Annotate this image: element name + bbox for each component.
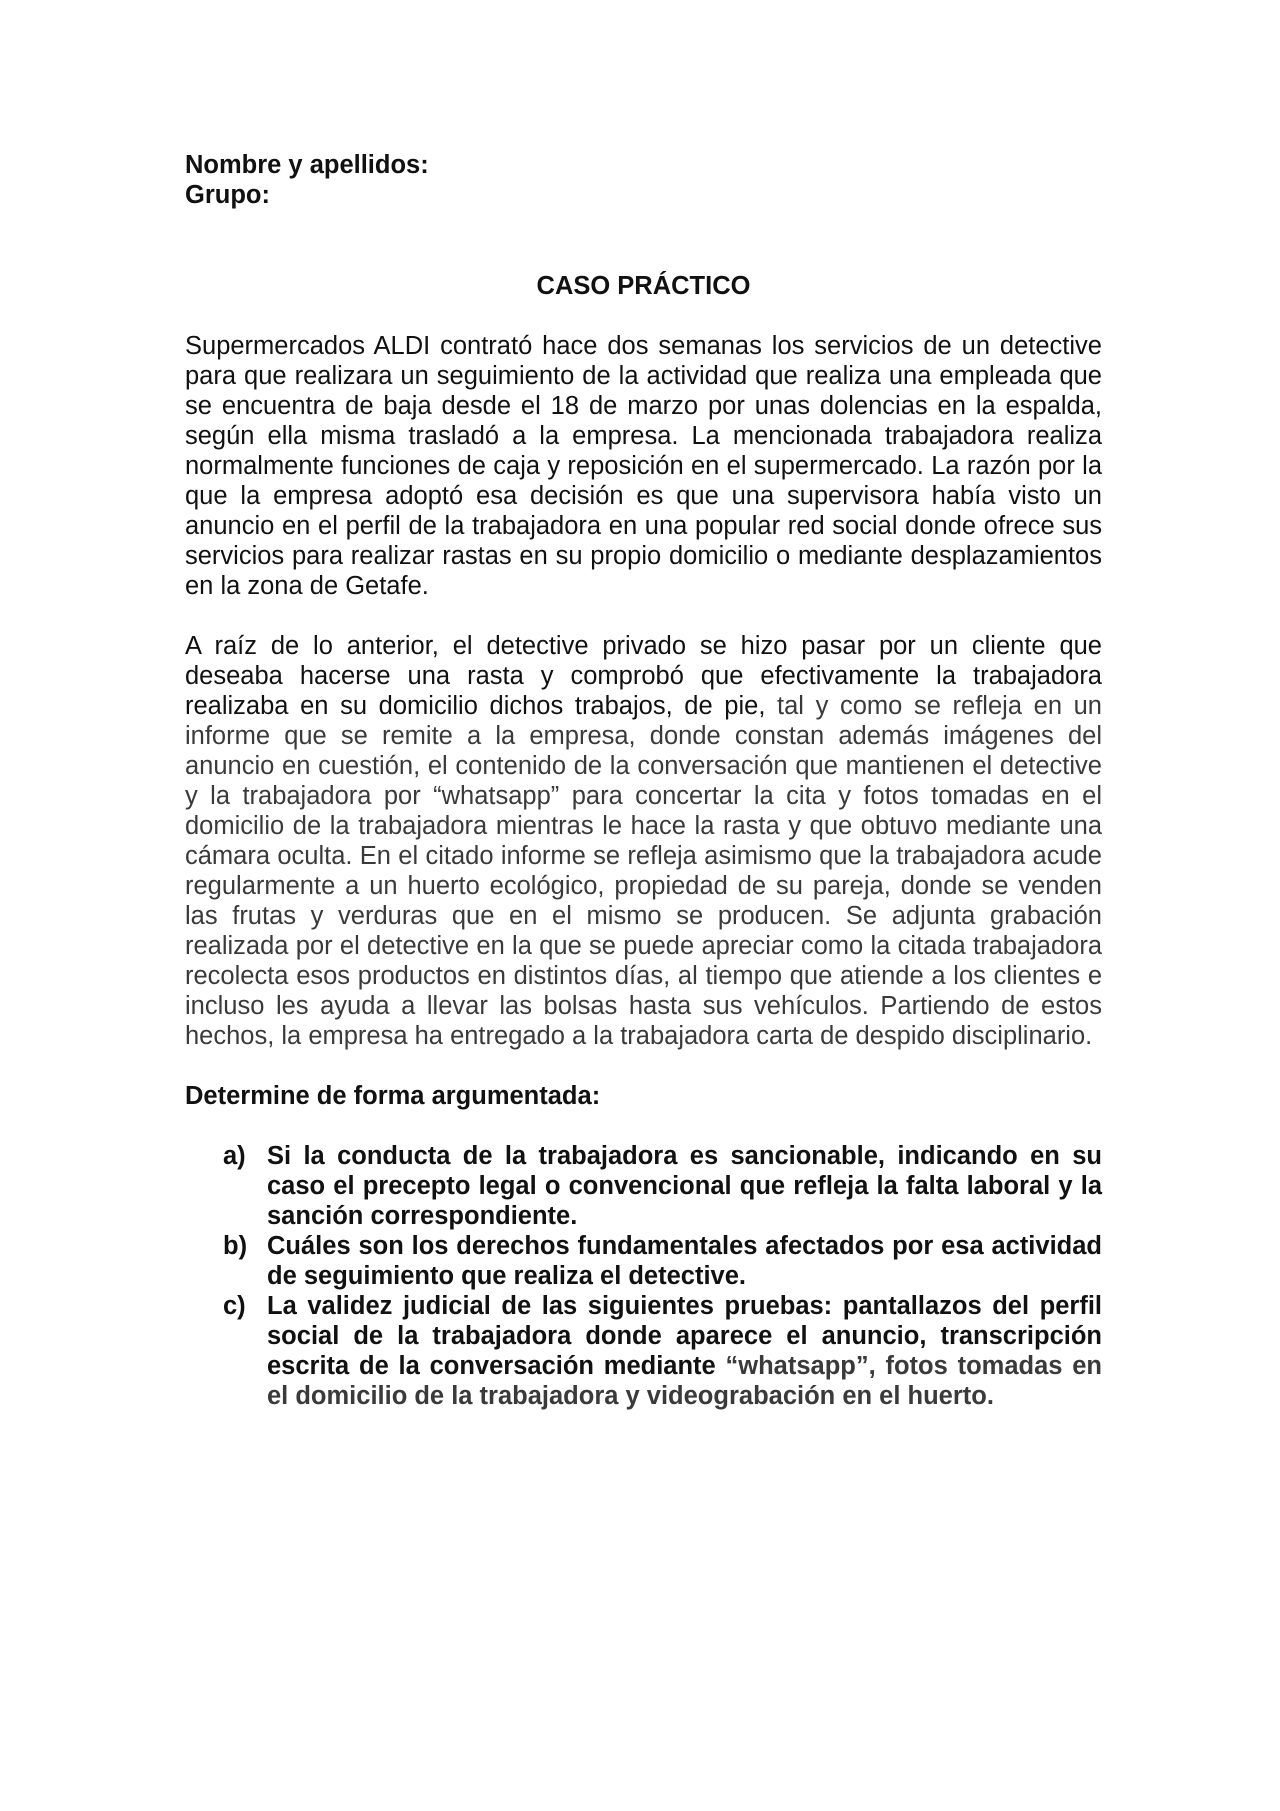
case-paragraph-1: Supermercados ALDI contrató hace dos semanas los servicios de un detective para que realizara un seguimiento de la actividad que realiza una empleada que se encuentra de baja desde el 18 de marzo por unas dolencias en la espalda, según ella misma trasladó a la empresa. La mencionada trabajadora realiza normalmente funciones de caja y reposición en el supermercado. La razón por la que la empresa adoptó esa decisión es que una supervisora había visto un anuncio en el perfil de la trabajadora en una popular red social donde ofrece sus servicios para realizar rastas en su propio domicilio o mediante desplazamientos en la zona de Getafe.	[185, 332, 1102, 600]
group-label: Grupo:	[185, 181, 270, 209]
question-marker: a)	[223, 1142, 246, 1170]
case-paragraph-2	[185, 631, 1102, 1051]
question-text-part-2: “whatsapp”, fotos tomadas en el domicilio de la trabajadora y videograbación en el huerto.	[267, 1352, 1102, 1410]
document-page	[185, 150, 1102, 1411]
page-title: CASO PRÁCTICO	[536, 272, 751, 300]
case-paragraph-2-part-2: tal y como se refleja en un informe que se remite a la empresa, donde constan además imágenes del anuncio en cuestión, el contenido de la conversación que mantienen el detective y la trabajadora por “whatsapp” para concertar la cita y fotos tomadas en el domicilio de la trabajadora mientras le hace la rasta y que obtuvo mediante una cámara oculta. En el citado informe se refleja asimismo que la trabajadora acude regularmente a un huerto ecológico, propiedad de su pareja, donde se venden las frutas y verduras que en el mismo se producen. Se adjunta grabación realizada por el detective en la que se puede apreciar como la citada trabajadora recolecta esos productos en distintos días, al tiempo que atiende a los clientes e incluso les ayuda a llevar las bolsas hasta sus vehículos. Partiendo de estos hechos, la empresa ha entregado a la trabajadora carta de despido disciplinario.	[185, 692, 1102, 1050]
case-paragraph-2-part-1: A raíz de lo anterior, el detective privado se hizo pasar por un cliente que deseaba hacerse una rasta y comprobó que efectivamente la trabajadora realizaba en su domicilio dichos trabajos, de pie,	[185, 632, 1102, 720]
question-text: Cuáles son los derechos fundamentales afectados por esa actividad de seguimiento que realiza el detective.	[267, 1232, 1102, 1290]
question-marker: b)	[223, 1232, 248, 1260]
name-label: Nombre y apellidos:	[185, 151, 429, 179]
question-marker: c)	[223, 1292, 246, 1320]
question-c	[185, 1291, 1102, 1411]
question-b	[185, 1231, 1102, 1291]
question-text-part-1: La validez judicial de las siguientes pruebas: pantallazos del perfil social de la trabajadora donde aparece el anuncio, transcripción escrita de la conversación mediante	[267, 1292, 1102, 1380]
question-text	[267, 1291, 1102, 1411]
question-list	[185, 1141, 1102, 1411]
determine-heading: Determine de forma argumentada:	[185, 1082, 601, 1110]
question-a	[185, 1141, 1102, 1231]
question-text: Si la conducta de la trabajadora es sancionable, indicando en su caso el precepto legal o convencional que refleja la falta laboral y la sanción correspondiente.	[267, 1142, 1102, 1230]
